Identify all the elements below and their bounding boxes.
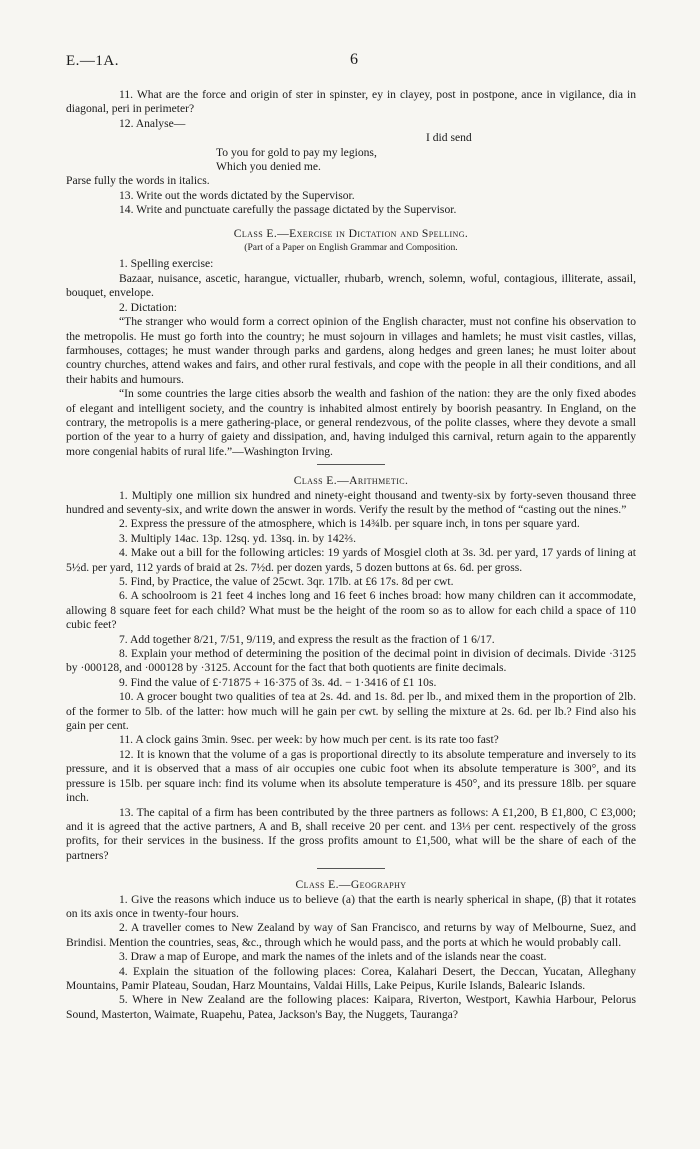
parse-instruction: Parse fully the words in italics. [66,174,210,188]
arithmetic-q4: 4. Make out a bill for the following articles: 19 yards of Mosgiel cloth at 3s. 3d. per yard, 17 yards of lining at 5½d. per yard, 112 yards of braid at 2s. 7½d. per dozen yards, 5 dozen buttons at 6s. 6d. per gross. [66,546,636,574]
arithmetic-heading: Class E.—Arithmetic. [293,474,409,488]
arithmetic-q13: 13. The capital of a firm has been contributed by the three partners as follows: A £1,200, B £1,800, C £3,000; and it is agreed that the active partners, A and B, shall receive 20 per cent. and 13⅓ per cent. respectively of the gross profits, for their services in the business. If the gross profits amount to £1,500, what will be the share of each of the partners? [66,805,636,862]
verse-line-1: I did send [426,131,472,145]
page-number: 6 [350,51,358,68]
english-q12: 12. Analyse— [119,116,186,130]
geography-q1: 1. Give the reasons which induce us to believe (a) that the earth is nearly spherical in shape, (β) that it rotates on its axis once in twenty-four hours. [66,892,636,920]
analyse-verse [66,131,636,174]
geography-q3: 3. Draw a map of Europe, and mark the names of the inlets and of the islands near the coast. [119,950,547,964]
dictation-q1: 1. Spelling exercise: [119,257,214,271]
arithmetic-q1: 1. Multiply one million six hundred and ninety-eight thousand and twenty-six by forty-seven thousand three hundred and seventy-six, and write down the answer in words. Verify the result by the method of “casting out the nines.” [66,488,636,516]
geography-q4: 4. Explain the situation of the following places: Corea, Kalahari Desert, the Deccan, Yucatan, Alleghany Mountains, Pamir Plateau, Soudan, Harz Mountains, Valdai Hills, Lake Peipus, Kurile Islands, Balearic Islands. [66,964,636,992]
arithmetic-q2: 2. Express the pressure of the atmosphere, which is 14¾lb. per square inch, in tons per square yard. [119,517,580,531]
arithmetic-q5: 5. Find, by Practice, the value of 25cwt. 3qr. 17lb. at £6 17s. 8d per cwt. [119,575,454,588]
dictation-paragraph-2: “In some countries the large cities absorb the wealth and fashion of the nation: they are the only fixed abodes of elegant and intelligent society, and the country is inhabited almost entirely by boorish peasantry. In England, on the contrary, the metropolis is a mere gathering-place, or general rendezvous, of the polite classes, where they devote a small portion of the year to a hurry of gaiety and dissipation, and, having indulged this carnival, return again to the apparently more congenial habits of rural life.”—Washington Irving. [66,387,636,458]
geography-q2: 2. A traveller comes to New Zealand by way of San Francisco, and returns by way of Melbourne, Suez, and Brindisi. Mention the countries, seas, &c., through which he would pass, and the ports at which he would probably call. [66,921,636,949]
arithmetic-q7: 7. Add together 8/21, 7/51, 9/119, and express the result as the fraction of 1 6/17. [119,632,495,646]
dictation-subheading: (Part of a Paper on English Grammar and Composition. [244,242,458,254]
geography-q5: 5. Where in New Zealand are the following places: Kaipara, Riverton, Westport, Kawhia Harbour, Pelorus Sound, Masterton, Waimate, Ruapehu, Patea, Jackson's Bay, the Nuggets, Tauranga? [66,993,636,1021]
section-divider [317,868,385,869]
english-q11: 11. What are the force and origin of ster in spinster, ey in clayey, post in postpone, ance in vigilance, dia in diagonal, peri in perimeter? [66,88,636,116]
verse-line-3: Which you denied me. [216,160,321,174]
arithmetic-q3: 3. Multiply 14ac. 13p. 12sq. yd. 13sq. in. by 142⅔. [119,531,357,545]
arithmetic-q10: 10. A grocer bought two qualities of tea at 2s. 4d. and 1s. 8d. per lb., and mixed them in the proportion of 2lb. of the former to 5lb. of the latter: how much will he gain per cwt. by selling the mixture at 2s. 6d. per lb.? Find also his gain per cent. [66,690,636,733]
geography-heading: Class E.—Geography [295,878,407,892]
section-divider [317,464,385,465]
english-q13: 13. Write out the words dictated by the Supervisor. [119,188,355,202]
arithmetic-q6: 6. A schoolroom is 21 feet 4 inches long and 16 feet 6 inches broad: how many children can it accommodate, allowing 8 square feet for each child? What must be the height of the room so as to allow for each child a space of 110 cubic feet? [66,589,636,632]
arithmetic-q12: 12. It is known that the volume of a gas is proportional directly to its absolute temperature and inversely to its pressure, and it is observed that a mass of air occupies one cubic foot when its absolute temperature is 300°, and its pressure is 15lb. per square inch: find its volume when its absolute temperature is 450°, and its pressure 18lb. per square inch. [66,747,636,805]
page-body [66,88,636,1022]
verse-line-2: To you for gold to pay my legions, [216,145,377,159]
page-reference: E.—1A. [66,53,119,69]
arithmetic-q9: 9. Find the value of £·71875 + 16·375 of 3s. 4d. − 1·3416 of £1 10s. [119,675,437,689]
dictation-paragraph-1: “The stranger who would form a correct opinion of the English character, must not confine his observation to the metropolis. He must go forth into the country; he must sojourn in villages and hamlets; he must visit castles, villas, farmhouses, cottages; he must wander through parks and gardens, along hedges and green lanes; he must loiter about country churches, attend wakes and fairs, and other rural festivals, and cope with the people in all their conditions, and all their habits and humours. [66,315,636,386]
spelling-words: Bazaar, nuisance, ascetic, harangue, victualler, rhubarb, wrench, solemn, woful, contagious, illiterate, assail, bouquet, envelope. [66,271,636,300]
dictation-heading: Class E.—Exercise in Dictation and Spelling. [233,226,469,240]
english-q14: 14. Write and punctuate carefully the passage dictated by the Supervisor. [119,203,457,217]
dictation-q2: 2. Dictation: [119,300,177,314]
arithmetic-q11: 11. A clock gains 3min. 9sec. per week: by how much per cent. is its rate too fast? [119,733,499,747]
arithmetic-q8: 8. Explain your method of determining the position of the decimal point in division of decimals. Divide ·3125 by ·000128, and ·000128 by ·3125. Account for the fact that both quotients are finite decimals. [66,647,636,675]
